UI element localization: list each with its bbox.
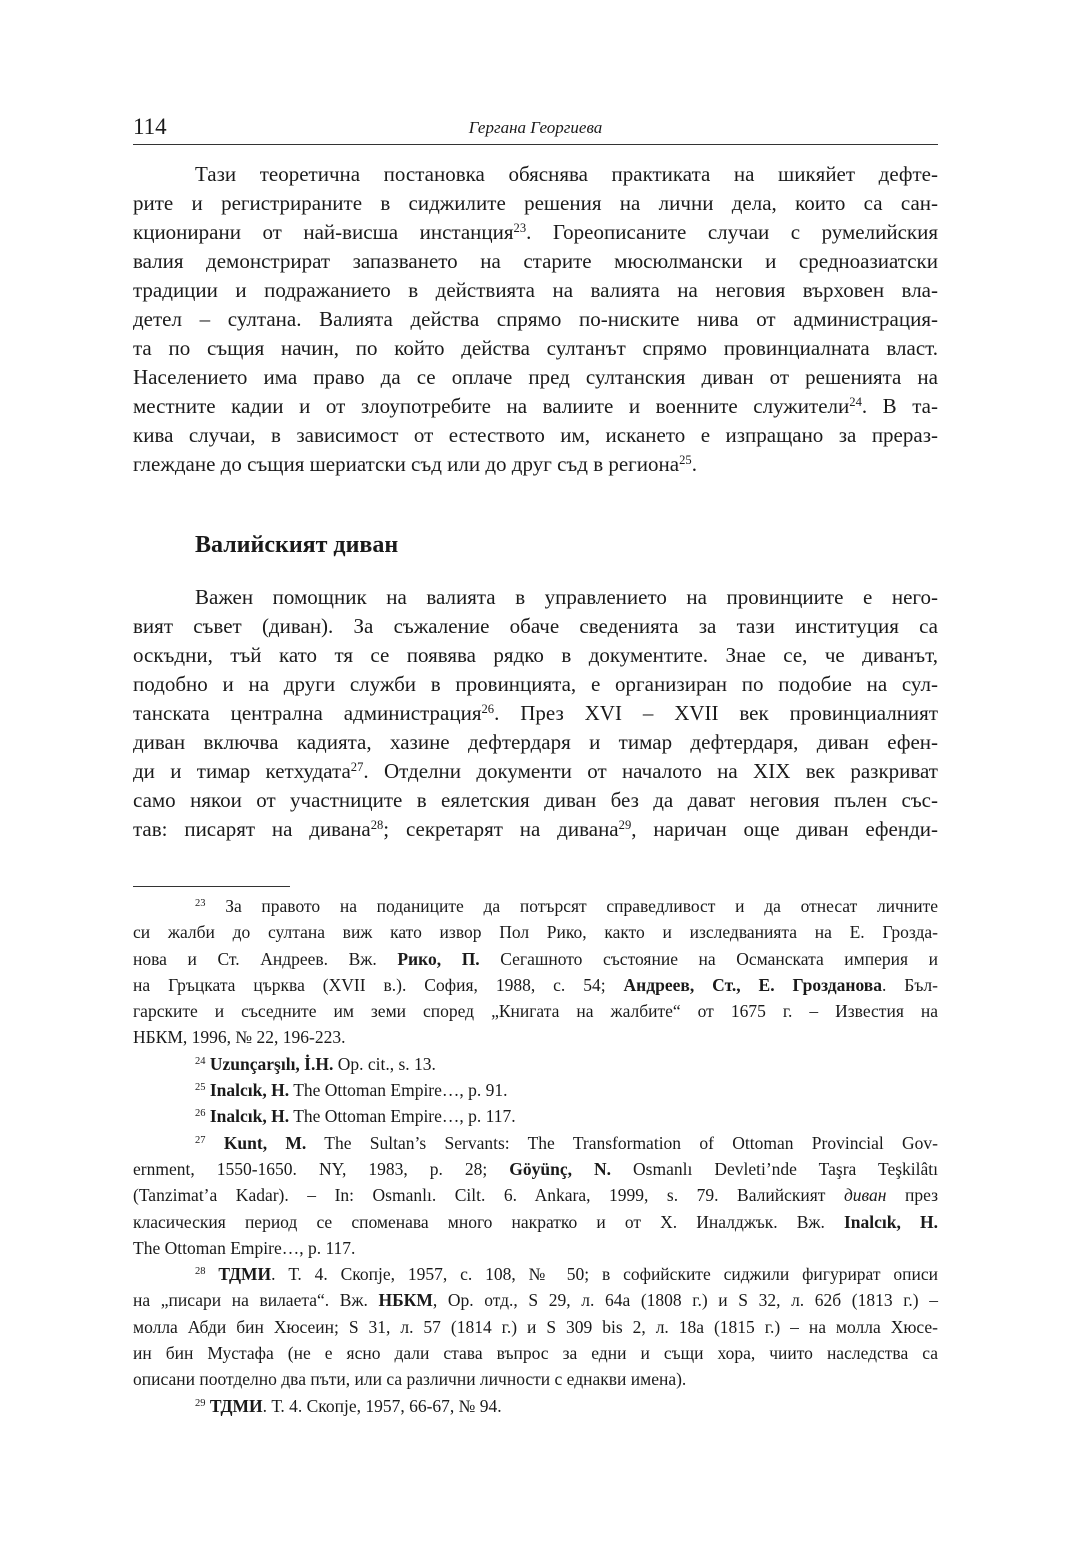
text-run: ; секретарят на дивана bbox=[383, 817, 619, 841]
text-run: кционирани от най-висша инстанция bbox=[133, 220, 514, 244]
text-run: валия демонстрират запазването на старите мюсюлмански и средноазиатски bbox=[133, 249, 938, 273]
text-run: рите и регистрираните в сиджилите решения на лични дела, които са сан- bbox=[133, 191, 938, 215]
text-run: ernment, 1550-1650. NY, 1983, p. 28; bbox=[133, 1158, 510, 1179]
text-line bbox=[133, 583, 938, 612]
text-line bbox=[133, 421, 938, 450]
text-run: на Гръцката църква (XVII в.). София, 1988, с. 54; bbox=[133, 974, 624, 995]
text-line bbox=[133, 612, 938, 641]
text-run: Сегашното състояние на Османската империя и bbox=[479, 948, 938, 969]
text-run: . Т. 4. Скопје, 1957, 66-67, № 94. bbox=[262, 1395, 502, 1416]
text-run: оскъдни, тъй като тя се появява рядко в документите. Знае се, че диванът, bbox=[133, 643, 938, 667]
footnote-ref: 28 bbox=[370, 818, 384, 833]
footnote-line bbox=[133, 919, 938, 945]
text-line bbox=[133, 305, 938, 334]
footnote-ref: 29 bbox=[618, 818, 632, 833]
text-line bbox=[133, 699, 938, 728]
text-run: . Отделни документи от началото на XIX век разкриват bbox=[363, 759, 938, 783]
footnote-ref: 25 bbox=[195, 1082, 206, 1094]
text-run: детел – султана. Валията действа спрямо по-ниските нива от администрация- bbox=[133, 307, 938, 331]
text-run: нова и Ст. Андреев. Вж. bbox=[133, 948, 398, 969]
text-run: Населението има право да се оплаче пред султанския диван от решенията на bbox=[133, 365, 938, 389]
footnote-line bbox=[133, 972, 938, 998]
text-run: . През XVI – XVII век провинциалният bbox=[494, 701, 938, 725]
text-run: описани поотделно два пъти, или са различни личности с еднакви имена). bbox=[133, 1369, 687, 1390]
text-run bbox=[206, 1133, 224, 1153]
text-run: The Ottoman Empire…, p. 91. bbox=[289, 1080, 508, 1101]
text-run: ин бин Мустафа (не е ясно дали става въпрос за едни и същи хора, чиито наследства са bbox=[133, 1343, 938, 1364]
page-number: 114 bbox=[133, 114, 167, 139]
footnote-line bbox=[133, 1077, 938, 1103]
footnote-line bbox=[133, 1156, 938, 1182]
text-run: За правото на поданиците да потърсят справедливост и да отнесат личните bbox=[205, 896, 938, 916]
page-header bbox=[133, 114, 938, 145]
text-run: класическия период се споменава много накратко и от Х. Иналджък. Вж. bbox=[133, 1211, 844, 1232]
footnote-ref: 24 bbox=[849, 395, 862, 410]
text-line bbox=[133, 728, 938, 757]
text-run: . Бъл- bbox=[881, 974, 938, 995]
text-run: Тази теоретична постановка обяснява практиката на шикяйет дефте- bbox=[195, 162, 938, 186]
paragraph-1 bbox=[133, 160, 938, 479]
text-run: Osmanlı Devleti’nde Taşra Teşkilâtı bbox=[611, 1158, 938, 1179]
footnote-ref: 24 bbox=[195, 1056, 206, 1068]
text-run: местните кадии и от злоупотребите на валиите и военните служители bbox=[133, 394, 850, 418]
text-run: НБКМ, 1996, № 22, 196-223. bbox=[133, 1027, 346, 1048]
footnote-line bbox=[133, 1261, 938, 1287]
text-run: само някои от участниците в еялетския диван без да дават неговия пълен със- bbox=[133, 788, 938, 812]
text-line bbox=[133, 363, 938, 392]
footnote-line bbox=[133, 1287, 938, 1313]
footnote-ref: 27 bbox=[350, 760, 364, 775]
text-run: The Ottoman Empire…, p. 117. bbox=[133, 1237, 356, 1258]
text-run: диван включва кадията, хазине дефтердаря и тимар дефтердаря, диван ефен- bbox=[133, 730, 938, 754]
text-run: (Tanzimat’a Kadar). – In: Osmanlı. Cilt. 6. Ankara, 1999, s. 79. Валийският bbox=[133, 1185, 844, 1206]
footnote-line bbox=[133, 1209, 938, 1235]
text-line bbox=[133, 641, 938, 670]
text-line bbox=[133, 247, 938, 276]
bold-text: Uzunçarşılı, İ.H. bbox=[209, 1053, 334, 1074]
text-run: традиции и подражанието в действията на валията на неговия върховен вла- bbox=[133, 278, 938, 302]
footnote-ref: 27 bbox=[195, 1134, 206, 1146]
footnote-ref: 29 bbox=[195, 1397, 206, 1409]
bold-text: Inalcık, H. bbox=[209, 1106, 290, 1127]
text-run: през bbox=[886, 1185, 938, 1206]
footnote-line bbox=[133, 1235, 938, 1261]
bold-text: Göyünç, N. bbox=[509, 1158, 612, 1179]
text-run: вият съвет (диван). За съжаление обаче сведенията за тази институция са bbox=[133, 614, 938, 638]
footnote-line bbox=[133, 1340, 938, 1366]
section-heading: Валийският диван bbox=[195, 532, 399, 558]
text-run: подобно и на други служби в провинцията, е организиран по подобие на сул- bbox=[133, 672, 938, 696]
footnote-ref: 25 bbox=[679, 453, 692, 468]
text-run: . В та- bbox=[861, 394, 938, 418]
footnote-line bbox=[133, 1182, 938, 1208]
text-line bbox=[133, 757, 938, 786]
bold-text: Андреев, Ст., Е. Грозданова bbox=[623, 974, 882, 995]
text-line bbox=[133, 815, 938, 844]
bold-text: ТДМИ bbox=[218, 1264, 272, 1285]
text-run: кива случаи, в зависимост от естеството им, искането е изпращано за прераз- bbox=[133, 423, 938, 447]
text-run bbox=[206, 1264, 219, 1284]
text-run: на „писари на вилаета“. Вж. bbox=[133, 1290, 379, 1311]
text-run: гарските и съседните им земи според „Книгата на жалбите“ от 1675 г. – Известия на bbox=[133, 1001, 938, 1022]
italic-text: диван bbox=[843, 1185, 887, 1206]
text-line bbox=[133, 670, 938, 699]
footnote-ref: 23 bbox=[195, 898, 206, 910]
footnote-ref: 23 bbox=[513, 221, 527, 236]
footnote-line bbox=[133, 998, 938, 1024]
text-run: танската централна администрация bbox=[133, 701, 482, 725]
footnote-ref: 26 bbox=[481, 702, 495, 717]
text-run: . bbox=[691, 452, 697, 476]
text-run: The Sultan’s Servants: The Transformation of Ottoman Provincial Gov- bbox=[306, 1132, 938, 1153]
text-run: ди и тимар кетхудата bbox=[133, 759, 351, 783]
text-line bbox=[133, 160, 938, 189]
footnote-line bbox=[133, 1130, 938, 1156]
footnote-line bbox=[133, 1366, 938, 1392]
text-run: , Ор. отд., S 29, л. 64а (1808 г.) и S 32, л. 62б (1813 г.) – bbox=[432, 1290, 938, 1311]
footnote-line bbox=[133, 893, 938, 919]
text-run: си жалби до султана виж като извор Пол Рико, както и изследванията на Е. Грозда- bbox=[133, 922, 938, 943]
text-run: молла Абди бин Хюсеин; S 31, л. 57 (1814 г.) и S 309 bis 2, л. 18а (1815 г.) – на молла Хюсе- bbox=[133, 1316, 938, 1337]
bold-text: Inalcık, H. bbox=[209, 1080, 290, 1101]
text-run: The Ottoman Empire…, p. 117. bbox=[289, 1106, 516, 1127]
text-run: . Т. 4. Скопје, 1957, с. 108, № 50; в софийските сиджили фигурират описи bbox=[271, 1264, 939, 1285]
footnotes bbox=[133, 893, 938, 1419]
footnote-line bbox=[133, 1024, 938, 1050]
footnote-line bbox=[133, 1051, 938, 1077]
footnote-divider bbox=[133, 886, 290, 887]
bold-text: Kunt, M. bbox=[223, 1132, 307, 1153]
bold-text: НБКМ bbox=[378, 1290, 433, 1311]
text-line bbox=[133, 450, 938, 479]
footnote-line bbox=[133, 1393, 938, 1419]
text-line bbox=[133, 276, 938, 305]
text-run: та по същия начин, по който действа султанът спрямо провинциалната власт. bbox=[133, 336, 938, 360]
text-run: Важен помощник на валията в управлението на провинциите е него- bbox=[195, 585, 938, 609]
footnote-line bbox=[133, 946, 938, 972]
footnote-ref: 26 bbox=[195, 1108, 206, 1120]
footnote-line bbox=[133, 1314, 938, 1340]
text-run: . Гореописаните случаи с румелийския bbox=[526, 220, 938, 244]
text-line bbox=[133, 334, 938, 363]
bold-text: Inalcık, H. bbox=[844, 1211, 938, 1232]
bold-text: ТДМИ bbox=[209, 1395, 263, 1416]
bold-text: Рико, П. bbox=[397, 948, 480, 969]
footnote-line bbox=[133, 1103, 938, 1129]
text-run: Op. cit., s. 13. bbox=[333, 1053, 436, 1074]
text-run: тав: писарят на дивана bbox=[133, 817, 371, 841]
text-line bbox=[133, 218, 938, 247]
text-line bbox=[133, 392, 938, 421]
text-line bbox=[133, 189, 938, 218]
paragraph-2 bbox=[133, 583, 938, 844]
text-run: глеждане до същия шериатски съд или до друг съд в региона bbox=[133, 452, 680, 476]
text-run: , наричан още диван ефенди- bbox=[631, 817, 938, 841]
footnote-ref: 28 bbox=[195, 1266, 206, 1278]
running-title: Гергана Георгиева bbox=[468, 118, 603, 137]
text-line bbox=[133, 786, 938, 815]
